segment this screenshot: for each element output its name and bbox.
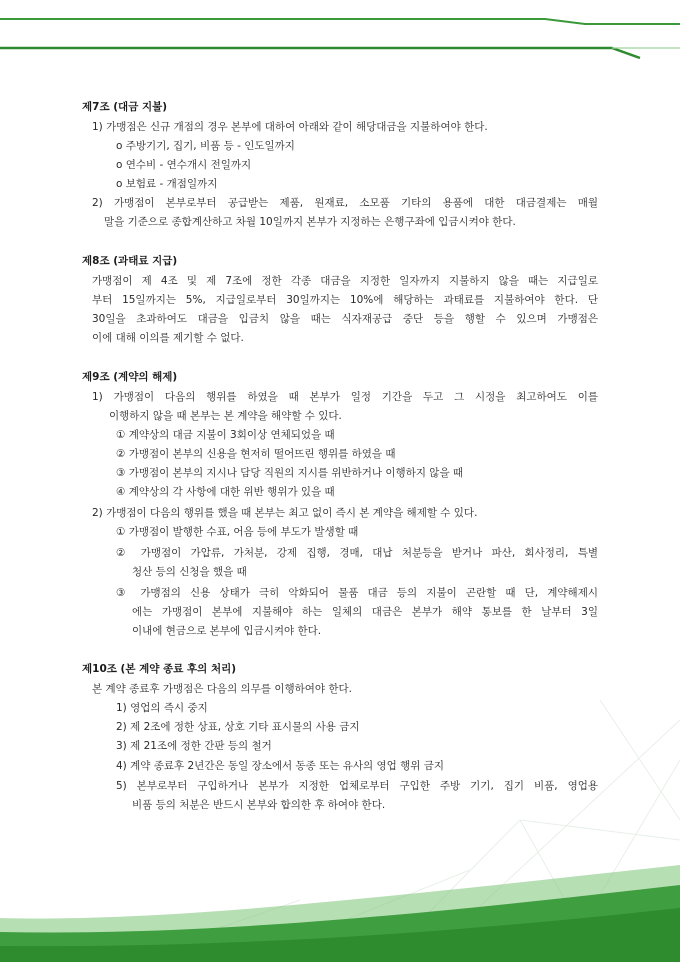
article-9-subitem: ③ 가맹점이 본부의 지시나 담당 직원의 지시를 위반하거나 이행하지 않을 때 xyxy=(116,467,464,479)
article-7-subitem: o 연수비 - 연수개시 전일까지 xyxy=(116,159,252,171)
article-9-subitem: ② 가맹점이 가압류, 가처분, 강제 집행, 경매, 대납 처분등을 받거나 파산, 회사정리, 특별 xyxy=(116,547,598,559)
article-9-subitem: ① 계약상의 대금 지불이 3회이상 연체되었을 때 xyxy=(116,429,335,441)
article-7-item-2-cont: 말을 기준으로 종합계산하고 차월 10일까지 본부가 지정하는 은행구좌에 입금시켜야 한다. xyxy=(104,216,516,228)
article-9-item-2: 2) 가맹점이 다음의 행위를 했을 때 본부는 최고 없이 즉시 본 계약을 해제할 수 있다. xyxy=(92,507,478,519)
article-10-item: 2) 제 2조에 정한 상표, 상호 기타 표시물의 사용 금지 xyxy=(116,721,360,733)
article-9-subitem-cont: 청산 등의 신청을 했을 때 xyxy=(132,566,247,578)
article-9-subitem: ③ 가맹점의 신용 상태가 극히 악화되어 물품 대금 등의 지불이 곤란할 때 단, 계약해제시 xyxy=(116,587,598,599)
article-7-item-1: 1) 가맹점은 신규 개점의 경우 본부에 대하여 아래와 같이 해당대금을 지불하여야 한다. xyxy=(92,121,488,133)
article-10-intro: 본 계약 종료후 가맹점은 다음의 의무를 이행하여야 한다. xyxy=(92,683,352,695)
article-10-item: 4) 계약 종료후 2년간은 동일 장소에서 동종 또는 유사의 영업 행위 금지 xyxy=(116,760,445,772)
article-10-item: 1) 영업의 즉시 중지 xyxy=(116,702,208,714)
article-7-item-2: 2) 가맹점이 본부로부터 공급받는 제품, 원재료, 소모품 기타의 용품에 대한 대금결제는 매월 xyxy=(92,197,598,209)
header-decoration xyxy=(0,0,680,70)
article-8-paragraph-line: 30일을 초과하여도 대금을 입금치 않을 때는 식자재공급 중단 등을 행할 수 있으며 가맹점은 xyxy=(92,313,598,325)
article-10-item: 3) 제 21조에 정한 간판 등의 철거 xyxy=(116,740,272,752)
article-10-item-cont: 비품 등의 처분은 반드시 본부와 합의한 후 하여야 한다. xyxy=(132,799,386,811)
article-9-subitem-cont: 이내에 현금으로 본부에 입금시켜야 한다. xyxy=(132,625,322,637)
article-9-subitem: ① 가맹점이 발행한 수표, 어음 등에 부도가 발생할 때 xyxy=(116,526,359,538)
article-8-paragraph-line: 가맹점이 제 4조 및 제 7조에 정한 각종 대금을 지정한 일자까지 지불하지 않을 때는 지급일로 xyxy=(92,275,598,287)
article-9-subitem: ④ 계약상의 각 사항에 대한 위반 행위가 있을 때 xyxy=(116,486,335,498)
article-8-paragraph-line: 부터 15일까지는 5%, 지급일로부터 30일까지는 10%에 해당하는 과태료를 지불하여야 한다. 단 xyxy=(92,294,598,306)
article-7-subitem: o 보험료 - 개점일까지 xyxy=(116,178,218,190)
article-9-subitem: ② 가맹점이 본부의 신용을 현저히 떨어뜨린 행위를 하였을 때 xyxy=(116,448,396,460)
article-9-item-1: 1) 가맹점이 다음의 행위를 하였을 때 본부가 일정 기간을 두고 그 시정을 최고하여도 이를 xyxy=(92,391,598,403)
article-8-paragraph-line: 이에 대해 이의를 제기할 수 없다. xyxy=(92,332,244,344)
article-9-title: 제9조 (계약의 해제) xyxy=(82,371,178,383)
article-8-title: 제8조 (과태료 지급) xyxy=(82,255,178,267)
article-9-item-1-cont: 이행하지 않을 때 본부는 본 계약을 해약할 수 있다. xyxy=(109,410,342,422)
article-10-title: 제10조 (본 계약 종료 후의 처리) xyxy=(82,663,237,675)
article-10-item: 5) 본부로부터 구입하거나 본부가 지정한 업체로부터 구입한 주방 기기, 집기 비품, 영업용 xyxy=(116,780,598,792)
footer-decoration xyxy=(0,700,680,962)
article-7-title: 제7조 (대금 지불) xyxy=(82,101,168,113)
article-9-subitem-cont: 에는 가맹점이 본부에 지불해야 하는 일체의 대금은 본부가 해약 통보를 한 날부터 3일 xyxy=(132,606,598,618)
article-7-subitem: o 주방기기, 집기, 비품 등 - 인도일까지 xyxy=(116,140,295,152)
